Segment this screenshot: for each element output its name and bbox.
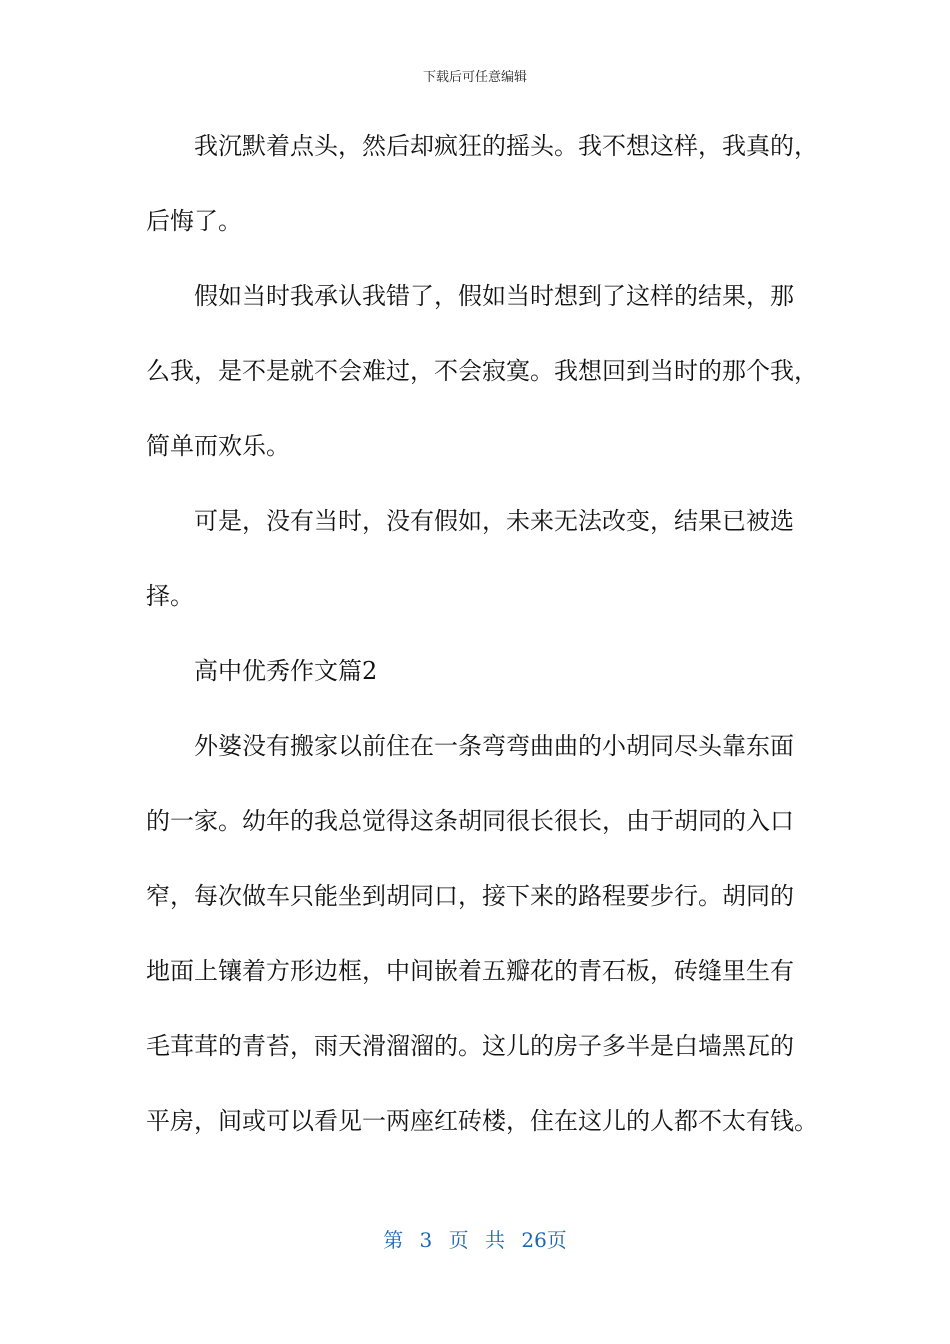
section-heading: 高中优秀作文篇2 <box>194 657 378 685</box>
text-line: 我沉默着点头，然后却疯狂的摇头。我不想这样，我真的， <box>194 132 818 160</box>
text-line: 简单而欢乐。 <box>146 432 290 460</box>
text-line: 地面上镶着方形边框，中间嵌着五瓣花的青石板，砖缝里生有 <box>146 957 794 985</box>
text-line: 择。 <box>146 582 194 610</box>
text-line: 后悔了。 <box>146 207 242 235</box>
page-footer: 第 3 页 共 26页 <box>383 1228 567 1252</box>
text-line: 窄，每次做车只能坐到胡同口，接下来的路程要步行。胡同的 <box>146 882 794 910</box>
text-line: 么我，是不是就不会难过，不会寂寞。我想回到当时的那个我， <box>146 357 818 385</box>
text-line: 假如当时我承认我错了，假如当时想到了这样的结果，那 <box>194 282 794 310</box>
text-line: 可是，没有当时，没有假如，未来无法改变，结果已被选 <box>194 507 794 535</box>
text-line: 平房，间或可以看见一两座红砖楼，住在这儿的人都不太有钱。 <box>146 1107 818 1135</box>
page-header: 下载后可任意编辑 <box>422 70 527 85</box>
text-line: 毛茸茸的青苔，雨天滑溜溜的。这儿的房子多半是白墙黑瓦的 <box>146 1032 794 1060</box>
text-line: 外婆没有搬家以前住在一条弯弯曲曲的小胡同尽头靠东面 <box>194 732 794 760</box>
text-line: 的一家。幼年的我总觉得这条胡同很长很长，由于胡同的入口 <box>146 807 794 835</box>
